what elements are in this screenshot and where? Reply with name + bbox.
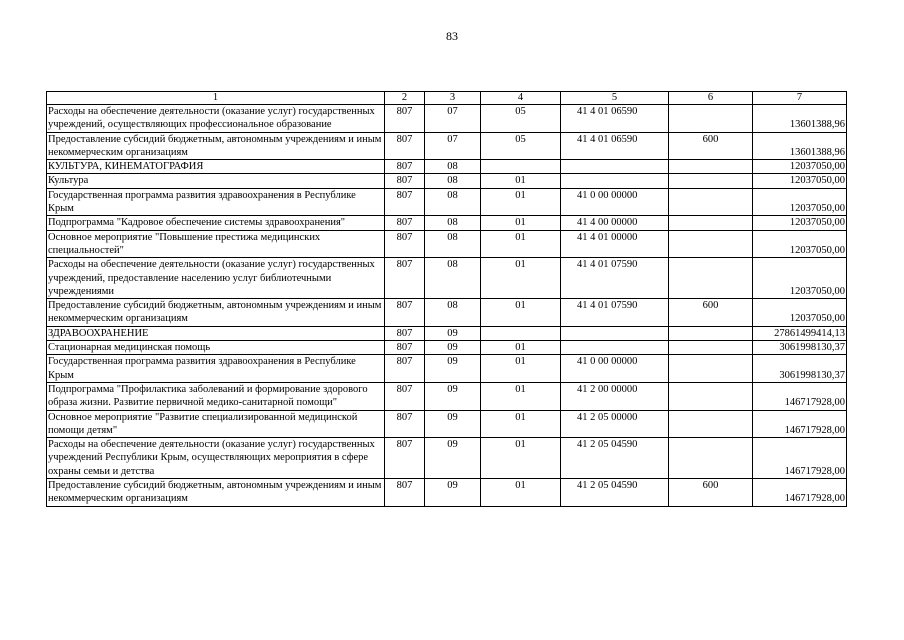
row-name: Стационарная медицинская помощь	[47, 341, 385, 355]
table-row	[47, 382, 847, 410]
row-code-5	[561, 160, 669, 174]
row-code-2: 807	[385, 355, 425, 383]
row-code-6	[669, 105, 753, 133]
row-code-4: 01	[481, 479, 561, 507]
row-code-2: 807	[385, 341, 425, 355]
row-code-6	[669, 382, 753, 410]
row-code-3: 08	[425, 160, 481, 174]
row-code-2: 807	[385, 258, 425, 299]
row-amount: 12037050,00	[753, 230, 847, 258]
row-code-2: 807	[385, 160, 425, 174]
header-cell: 4	[481, 92, 561, 105]
row-code-2: 807	[385, 105, 425, 133]
row-name: Основное мероприятие "Повышение престижа медицинских специальностей"	[47, 230, 385, 258]
row-code-4: 01	[481, 355, 561, 383]
row-code-2: 807	[385, 174, 425, 188]
table-row	[47, 188, 847, 216]
row-code-6	[669, 341, 753, 355]
table-row	[47, 326, 847, 340]
row-code-2: 807	[385, 479, 425, 507]
table-row	[47, 230, 847, 258]
row-amount: 3061998130,37	[753, 341, 847, 355]
row-name: Предоставление субсидий бюджетным, автономным учреждениям и иным некоммерческим организациям	[47, 132, 385, 160]
row-amount: 12037050,00	[753, 299, 847, 327]
row-name: Государственная программа развития здравоохранения в Республике Крым	[47, 355, 385, 383]
row-code-6	[669, 174, 753, 188]
row-code-3: 08	[425, 258, 481, 299]
row-amount: 27861499414,13	[753, 326, 847, 340]
page-number: 83	[446, 29, 458, 43]
header-cell: 1	[47, 92, 385, 105]
header-cell: 3	[425, 92, 481, 105]
row-code-5	[561, 174, 669, 188]
row-code-5: 41 0 00 00000	[561, 188, 669, 216]
table-row	[47, 132, 847, 160]
row-code-5: 41 4 01 07590	[561, 258, 669, 299]
row-code-5: 41 4 01 06590	[561, 132, 669, 160]
row-name: Предоставление субсидий бюджетным, автономным учреждениям и иным некоммерческим организациям	[47, 479, 385, 507]
row-code-3: 08	[425, 188, 481, 216]
table-row	[47, 299, 847, 327]
row-code-5	[561, 341, 669, 355]
row-code-4: 05	[481, 105, 561, 133]
row-name: Расходы на обеспечение деятельности (оказание услуг) государственных учреждений, предоставление населению услуг библиотечными учреждениями	[47, 258, 385, 299]
table-row	[47, 258, 847, 299]
row-code-6	[669, 230, 753, 258]
row-code-4: 05	[481, 132, 561, 160]
row-code-4	[481, 160, 561, 174]
row-code-4: 01	[481, 410, 561, 438]
table-row	[47, 216, 847, 230]
row-code-3: 09	[425, 382, 481, 410]
table-row	[47, 355, 847, 383]
row-code-3: 07	[425, 105, 481, 133]
row-code-5: 41 2 00 00000	[561, 382, 669, 410]
row-name: Расходы на обеспечение деятельности (оказание услуг) государственных учреждений Республики Крым, осуществляющих мероприятия в сфере охраны семьи и детства	[47, 438, 385, 479]
row-code-3: 08	[425, 216, 481, 230]
row-code-4: 01	[481, 258, 561, 299]
row-code-6	[669, 188, 753, 216]
row-code-4: 01	[481, 188, 561, 216]
row-amount: 146717928,00	[753, 382, 847, 410]
row-code-5: 41 4 00 00000	[561, 216, 669, 230]
row-amount: 13601388,96	[753, 132, 847, 160]
row-code-2: 807	[385, 216, 425, 230]
row-name: Подпрограмма "Кадровое обеспечение системы здравоохранения"	[47, 216, 385, 230]
row-amount: 146717928,00	[753, 479, 847, 507]
header-cell: 2	[385, 92, 425, 105]
row-code-6	[669, 160, 753, 174]
row-code-2: 807	[385, 410, 425, 438]
row-code-2: 807	[385, 132, 425, 160]
table-row	[47, 341, 847, 355]
row-code-4: 01	[481, 174, 561, 188]
row-code-2: 807	[385, 188, 425, 216]
header-cell: 5	[561, 92, 669, 105]
row-code-2: 807	[385, 230, 425, 258]
table-row	[47, 479, 847, 507]
row-amount: 3061998130,37	[753, 355, 847, 383]
row-code-5: 41 4 01 06590	[561, 105, 669, 133]
row-code-4: 01	[481, 299, 561, 327]
row-code-3: 07	[425, 132, 481, 160]
row-code-3: 09	[425, 438, 481, 479]
row-code-3: 09	[425, 410, 481, 438]
table-row	[47, 160, 847, 174]
budget-table	[46, 91, 847, 507]
row-name: ЗДРАВООХРАНЕНИЕ	[47, 326, 385, 340]
row-code-2: 807	[385, 326, 425, 340]
row-code-5: 41 2 05 04590	[561, 479, 669, 507]
row-name: Расходы на обеспечение деятельности (оказание услуг) государственных учреждений, осуществляющих профессиональное образование	[47, 105, 385, 133]
row-name: Основное мероприятие "Развитие специализированной медицинской помощи детям"	[47, 410, 385, 438]
row-code-3: 09	[425, 355, 481, 383]
row-amount: 12037050,00	[753, 160, 847, 174]
row-name: Государственная программа развития здравоохранения в Республике Крым	[47, 188, 385, 216]
header-cell: 7	[753, 92, 847, 105]
row-code-4: 01	[481, 230, 561, 258]
row-code-6	[669, 438, 753, 479]
table-row	[47, 174, 847, 188]
row-amount: 146717928,00	[753, 410, 847, 438]
row-code-3: 08	[425, 299, 481, 327]
row-code-6	[669, 410, 753, 438]
row-code-6	[669, 355, 753, 383]
row-code-2: 807	[385, 438, 425, 479]
row-code-4: 01	[481, 438, 561, 479]
row-code-3: 08	[425, 174, 481, 188]
row-code-6	[669, 258, 753, 299]
row-code-6	[669, 326, 753, 340]
row-code-5: 41 4 01 00000	[561, 230, 669, 258]
row-amount: 12037050,00	[753, 216, 847, 230]
row-amount: 13601388,96	[753, 105, 847, 133]
row-code-3: 09	[425, 326, 481, 340]
row-name: КУЛЬТУРА, КИНЕМАТОГРАФИЯ	[47, 160, 385, 174]
row-code-2: 807	[385, 299, 425, 327]
row-name: Предоставление субсидий бюджетным, автономным учреждениям и иным некоммерческим организациям	[47, 299, 385, 327]
row-code-6	[669, 216, 753, 230]
row-code-4	[481, 326, 561, 340]
row-amount: 146717928,00	[753, 438, 847, 479]
table-row	[47, 410, 847, 438]
row-code-3: 08	[425, 230, 481, 258]
row-name: Подпрограмма "Профилактика заболеваний и формирование здорового образа жизни. Развитие первичной медико-санитарной помощи"	[47, 382, 385, 410]
row-code-4: 01	[481, 216, 561, 230]
table-row	[47, 105, 847, 133]
row-code-4: 01	[481, 382, 561, 410]
row-code-6: 600	[669, 132, 753, 160]
table-row	[47, 438, 847, 479]
row-code-5	[561, 326, 669, 340]
row-code-6: 600	[669, 479, 753, 507]
row-code-5: 41 2 05 04590	[561, 438, 669, 479]
header-cell: 6	[669, 92, 753, 105]
row-amount: 12037050,00	[753, 188, 847, 216]
row-code-3: 09	[425, 341, 481, 355]
row-code-5: 41 0 00 00000	[561, 355, 669, 383]
row-code-2: 807	[385, 382, 425, 410]
row-name: Культура	[47, 174, 385, 188]
row-code-5: 41 2 05 00000	[561, 410, 669, 438]
row-code-6: 600	[669, 299, 753, 327]
row-code-4: 01	[481, 341, 561, 355]
row-amount: 12037050,00	[753, 258, 847, 299]
table-header-row	[47, 92, 847, 105]
row-code-5: 41 4 01 07590	[561, 299, 669, 327]
row-amount: 12037050,00	[753, 174, 847, 188]
row-code-3: 09	[425, 479, 481, 507]
